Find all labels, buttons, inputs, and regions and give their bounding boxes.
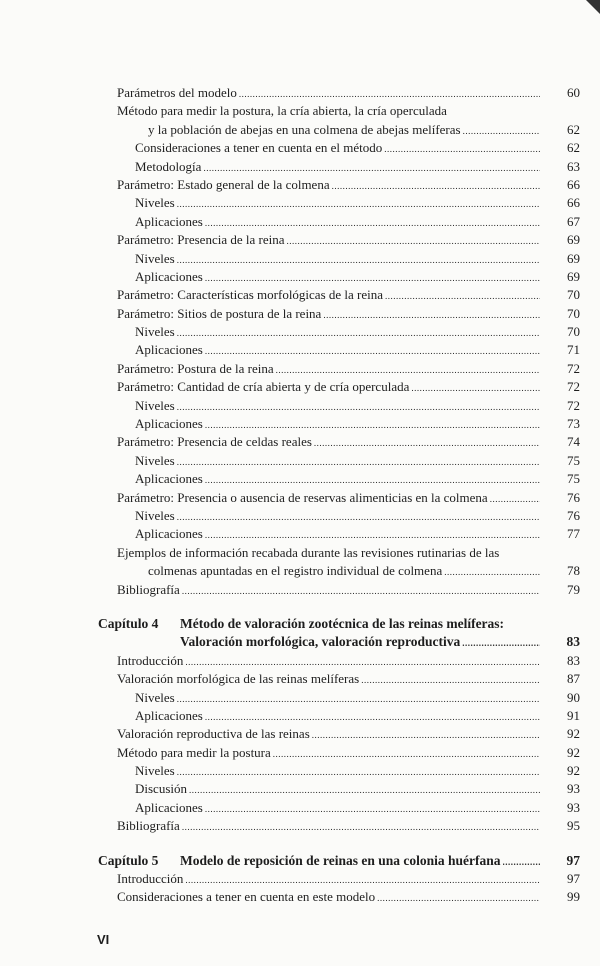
page-number: 95 bbox=[567, 818, 580, 834]
entry-title: colmenas apuntadas en el registro individual de colmena bbox=[148, 563, 443, 579]
entry-title: Valoración morfológica de las reinas melíferas bbox=[117, 671, 360, 687]
page-number: 67 bbox=[567, 213, 580, 229]
entry-title: Aplicaciones bbox=[135, 799, 203, 815]
entry-title: Aplicaciones bbox=[135, 268, 203, 284]
entry-title: Niveles bbox=[135, 195, 175, 211]
toc-entry bbox=[0, 121, 600, 139]
toc-entry bbox=[0, 84, 600, 102]
entry-title: Bibliografía bbox=[117, 581, 180, 597]
toc-entry bbox=[0, 231, 600, 249]
entry-title: Método de valoración zootécnica de las reinas melíferas: bbox=[180, 615, 505, 631]
dot-leader bbox=[314, 434, 540, 452]
page-number: 72 bbox=[567, 379, 580, 395]
entry-title: Niveles bbox=[135, 763, 175, 779]
page-number: 69 bbox=[567, 232, 580, 248]
entry-title: Niveles bbox=[135, 324, 175, 340]
dot-leader bbox=[323, 306, 540, 324]
entry-title: Discusión bbox=[135, 781, 187, 797]
toc-entry bbox=[0, 707, 600, 725]
entry-title: Método para medir la postura bbox=[117, 744, 271, 760]
dot-leader bbox=[205, 526, 540, 544]
entry-title: Ejemplos de información recabada durante las revisiones rutinarias de las bbox=[117, 544, 500, 560]
page-number: 75 bbox=[567, 452, 580, 468]
entry-title: Aplicaciones bbox=[135, 526, 203, 542]
dot-leader bbox=[273, 745, 540, 763]
dot-leader bbox=[182, 818, 540, 836]
entry-title: Introducción bbox=[117, 871, 184, 887]
page-corner-shadow bbox=[586, 0, 600, 14]
entry-title: Niveles bbox=[135, 397, 175, 413]
page-number: 63 bbox=[567, 158, 580, 174]
entry-title: Aplicaciones bbox=[135, 471, 203, 487]
toc-entry bbox=[0, 652, 600, 670]
dot-leader bbox=[185, 653, 540, 671]
dot-leader bbox=[276, 361, 540, 379]
page-folio: VI bbox=[97, 932, 110, 947]
page-number: 69 bbox=[567, 250, 580, 266]
entry-title: Niveles bbox=[135, 250, 175, 266]
dot-leader bbox=[312, 726, 540, 744]
chapter-number: Capítulo 5 bbox=[98, 852, 159, 868]
toc-entry bbox=[0, 286, 600, 304]
page-number: 69 bbox=[567, 268, 580, 284]
toc-entry bbox=[0, 158, 600, 176]
dot-leader bbox=[182, 582, 540, 600]
table-of-contents bbox=[0, 84, 600, 907]
dot-leader bbox=[385, 287, 540, 305]
page-number: 74 bbox=[567, 434, 580, 450]
dot-leader bbox=[462, 634, 540, 652]
toc-entry bbox=[0, 562, 600, 580]
entry-title: Parámetro: Estado general de la colmena bbox=[117, 176, 330, 192]
entry-title: Valoración morfológica, valoración reproductiva bbox=[180, 634, 461, 650]
toc-entry bbox=[0, 415, 600, 433]
page-number: 92 bbox=[567, 763, 580, 779]
toc-entry bbox=[0, 525, 600, 543]
page-number: 78 bbox=[567, 563, 580, 579]
page-number: 75 bbox=[567, 471, 580, 487]
entry-title: Consideraciones a tener en cuenta en el método bbox=[135, 140, 383, 156]
dot-leader bbox=[185, 871, 540, 889]
dot-leader bbox=[177, 453, 540, 471]
entry-title: Aplicaciones bbox=[135, 213, 203, 229]
chapter-heading bbox=[0, 852, 600, 870]
toc-entry bbox=[0, 378, 600, 396]
toc-entry bbox=[0, 323, 600, 341]
chapter-heading bbox=[0, 615, 600, 633]
dot-leader bbox=[384, 140, 540, 158]
toc-entry bbox=[0, 633, 600, 651]
entry-title: Metodología bbox=[135, 158, 202, 174]
toc-entry bbox=[0, 544, 600, 562]
toc-entry bbox=[0, 176, 600, 194]
page-number: 66 bbox=[567, 176, 580, 192]
toc-entry bbox=[0, 670, 600, 688]
toc-entry bbox=[0, 507, 600, 525]
dot-leader bbox=[177, 508, 540, 526]
dot-leader bbox=[239, 85, 540, 103]
toc-entry bbox=[0, 250, 600, 268]
toc-entry bbox=[0, 305, 600, 323]
page-number: 62 bbox=[567, 121, 580, 137]
dot-leader bbox=[490, 490, 540, 508]
page-number: 92 bbox=[567, 726, 580, 742]
dot-leader bbox=[411, 379, 540, 397]
dot-leader bbox=[177, 251, 540, 269]
toc-entry bbox=[0, 470, 600, 488]
entry-title: Parámetro: Postura de la reina bbox=[117, 360, 274, 376]
entry-title: Aplicaciones bbox=[135, 342, 203, 358]
dot-leader bbox=[205, 416, 540, 434]
entry-title: Niveles bbox=[135, 507, 175, 523]
toc-entry bbox=[0, 817, 600, 835]
page-number: 70 bbox=[567, 305, 580, 321]
toc-entry bbox=[0, 139, 600, 157]
page-number: 90 bbox=[567, 689, 580, 705]
entry-title: Parámetro: Cantidad de cría abierta y de cría operculada bbox=[117, 379, 410, 395]
page-number: 70 bbox=[567, 287, 580, 303]
page-number: 99 bbox=[567, 889, 580, 905]
page-number: 72 bbox=[567, 397, 580, 413]
page-number: 70 bbox=[567, 324, 580, 340]
dot-leader bbox=[177, 195, 540, 213]
toc-entry bbox=[0, 213, 600, 231]
page-number: 76 bbox=[567, 507, 580, 523]
page-number: 91 bbox=[567, 707, 580, 723]
dot-leader bbox=[205, 800, 540, 818]
dot-leader bbox=[177, 398, 540, 416]
toc-entry bbox=[0, 268, 600, 286]
entry-title: Niveles bbox=[135, 452, 175, 468]
toc-entry bbox=[0, 360, 600, 378]
page-number: 77 bbox=[567, 526, 580, 542]
entry-title: Método para medir la postura, la cría abierta, la cría operculada bbox=[117, 103, 447, 119]
toc-entry bbox=[0, 581, 600, 599]
entry-title: Consideraciones a tener en cuenta en este modelo bbox=[117, 889, 376, 905]
entry-title: Modelo de reposición de reinas en una colonia huérfana bbox=[180, 852, 501, 868]
page-number: 62 bbox=[567, 140, 580, 156]
page-number: 92 bbox=[567, 744, 580, 760]
page-number: 66 bbox=[567, 195, 580, 211]
page-number: 73 bbox=[567, 416, 580, 432]
toc-entry bbox=[0, 397, 600, 415]
toc-entry bbox=[0, 780, 600, 798]
entry-title: Parámetro: Características morfológicas de la reina bbox=[117, 287, 384, 303]
entry-title: Bibliografía bbox=[117, 818, 180, 834]
page-number: 71 bbox=[567, 342, 580, 358]
page-number: 97 bbox=[566, 852, 580, 868]
page-number: 83 bbox=[567, 652, 580, 668]
entry-title: Valoración reproductiva de las reinas bbox=[117, 726, 310, 742]
toc-entry bbox=[0, 725, 600, 743]
entry-title: Aplicaciones bbox=[135, 707, 203, 723]
toc-entry bbox=[0, 799, 600, 817]
dot-leader bbox=[332, 177, 540, 195]
toc-entry bbox=[0, 689, 600, 707]
page-number: 72 bbox=[567, 360, 580, 376]
toc-entry bbox=[0, 489, 600, 507]
dot-leader bbox=[177, 763, 540, 781]
dot-leader bbox=[377, 889, 540, 907]
entry-title: Introducción bbox=[117, 652, 184, 668]
page-number: 83 bbox=[566, 634, 580, 650]
page-number: 93 bbox=[567, 799, 580, 815]
toc-entry bbox=[0, 452, 600, 470]
dot-leader bbox=[205, 214, 540, 232]
toc-entry bbox=[0, 744, 600, 762]
toc-entry bbox=[0, 194, 600, 212]
page-number: 87 bbox=[567, 671, 580, 687]
toc-entry bbox=[0, 888, 600, 906]
dot-leader bbox=[203, 159, 540, 177]
entry-title: Parámetro: Presencia de celdas reales bbox=[117, 434, 312, 450]
dot-leader bbox=[177, 690, 540, 708]
toc-entry bbox=[0, 433, 600, 451]
page-number: 79 bbox=[567, 581, 580, 597]
entry-title: Aplicaciones bbox=[135, 416, 203, 432]
entry-title: Parámetro: Presencia de la reina bbox=[117, 232, 285, 248]
toc-entry bbox=[0, 870, 600, 888]
dot-leader bbox=[463, 122, 540, 140]
page-number: 76 bbox=[567, 489, 580, 505]
page-number: 97 bbox=[567, 871, 580, 887]
entry-title: y la población de abejas en una colmena de abejas melíferas bbox=[148, 121, 461, 137]
dot-leader bbox=[177, 324, 540, 342]
entry-title: Parámetro: Presencia o ausencia de reservas alimenticias en la colmena bbox=[117, 489, 488, 505]
chapter-number: Capítulo 4 bbox=[98, 615, 159, 631]
dot-leader bbox=[286, 232, 540, 250]
dot-leader bbox=[205, 471, 540, 489]
dot-leader bbox=[503, 853, 540, 871]
dot-leader bbox=[444, 563, 540, 581]
dot-leader bbox=[189, 781, 540, 799]
entry-title: Parámetro: Sitios de postura de la reina bbox=[117, 305, 322, 321]
toc-entry bbox=[0, 341, 600, 359]
toc-entry bbox=[0, 102, 600, 120]
dot-leader bbox=[205, 342, 540, 360]
toc-entry bbox=[0, 762, 600, 780]
dot-leader bbox=[361, 671, 540, 689]
entry-title: Parámetros del modelo bbox=[117, 85, 237, 100]
page-number: 93 bbox=[567, 781, 580, 797]
page-number: 60 bbox=[567, 85, 580, 100]
dot-leader bbox=[205, 269, 540, 287]
entry-title: Niveles bbox=[135, 689, 175, 705]
dot-leader bbox=[205, 708, 540, 726]
